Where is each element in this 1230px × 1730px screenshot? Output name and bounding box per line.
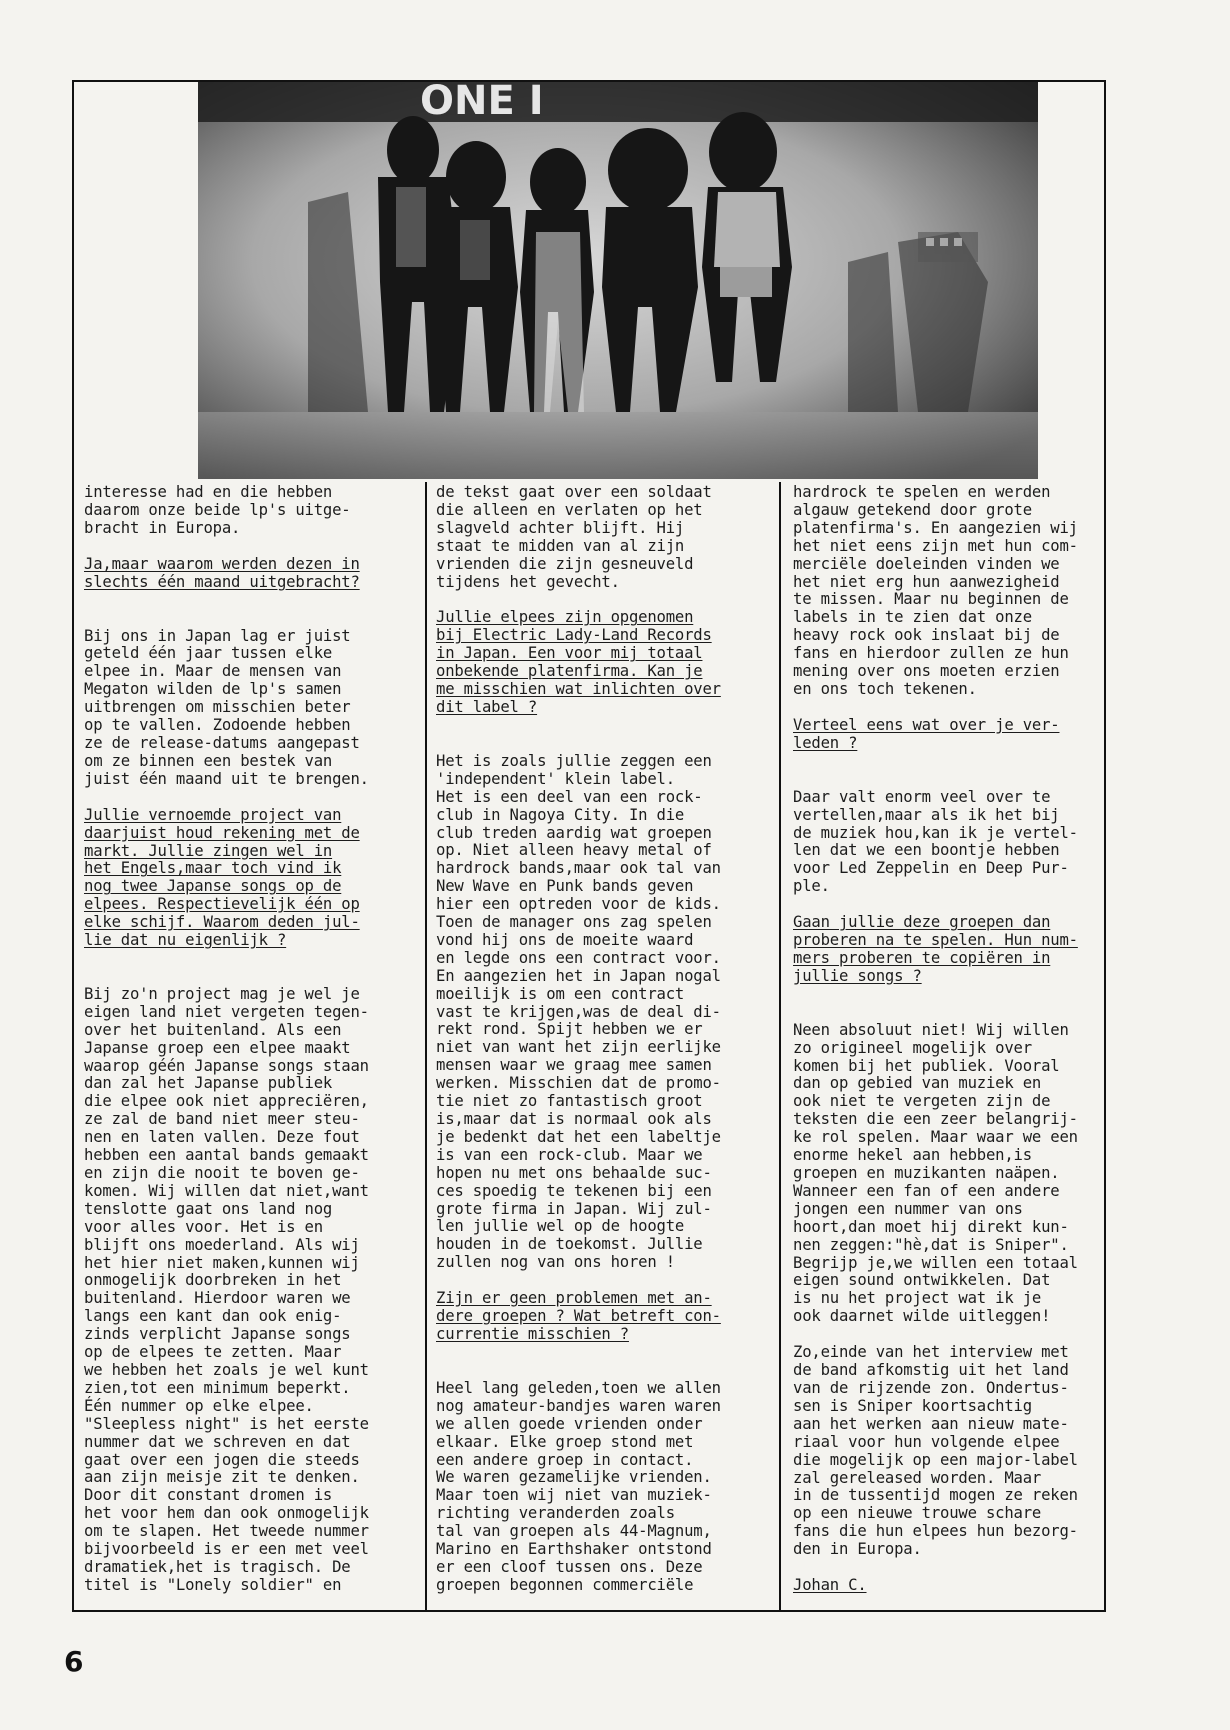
paragraph-gap <box>793 896 1125 914</box>
band-photo <box>198 82 1038 479</box>
article-column-2 <box>436 484 768 1595</box>
interview-question: Ja,maar waarom werden dezen in slechts één maand uitgebracht? <box>84 554 360 591</box>
interview-answer: Daar valt enorm veel over te vertellen,maar als ik het bij de muziek hou,kan ik je vertel- len dat we een boontje hebben voor Led Zeppelin en Deep Pur- ple. <box>793 787 1078 896</box>
paragraph-gap <box>793 699 1125 717</box>
column-rule-right <box>779 482 781 1610</box>
interview-question: Jullie vernoemde project van daarjuist houd rekening met de markt. Jullie zingen wel in het Engels,maar toch vind ik nog twee Japanse songs op de elpees. Respectievelijk één op elke schijf. Waarom deden jul- lie dat nu eigenlijk ? <box>84 805 360 950</box>
paragraph-gap <box>84 538 416 556</box>
paragraph-gap <box>84 592 416 628</box>
interview-answer: Neen absoluut niet! Wij willen zo origineel mogelijk over komen bij het publiek. Vooral dan op gebied van muziek en ook niet te vergeten zijn de teksten die een zeer belangrij- ke rol spelen. Maar waar we een enorme hekel aan hebben,is groepen en muzikanten naäpen. Wanneer een fan of een andere jongen een nummer van ons hoort,dan moet hij direkt kun- nen zeggen:"hè,dat is Sniper". Begrijp je,we willen een totaal eigen sound ontwikkelen. Dat is nu het project wat ik je ook daarnet wilde uitleggen! <box>793 1020 1078 1326</box>
interview-question: Zijn er geen problemen met an- dere groepen ? Wat betreft con- currentie misschien ? <box>436 1289 721 1343</box>
article-column-3 <box>793 484 1125 1595</box>
paragraph-gap <box>793 753 1125 789</box>
interview-answer: hardrock te spelen en werden algauw getekend door grote platenfirma's. En aangezien wij het niet eens zijn met hun com- merciële doeleinden vinden we het niet erg hun aanwezigheid te missen. Maar nu beginnen de labels in te zien dat onze heavy rock ook inslaat bij de fans en hierdoor zullen ze hun mening over ons moeten erzien en ons toch tekenen. <box>793 483 1078 698</box>
paragraph-gap <box>793 1559 1125 1577</box>
interview-answer: Bij ons in Japan lag er juist geteld één jaar tussen elke elpee in. Maar de mensen van Megaton wilden de lp's samen uitbrengen om misschien beter op te vallen. Zodoende hebben ze de release-datums aangepast om ze binnen een bestek van juist één maand uit te brengen. <box>84 626 369 788</box>
interview-answer: interesse had en die hebben daarom onze beide lp's uitge- bracht in Europa. <box>84 483 351 537</box>
interview-question: Gaan jullie deze groepen dan proberen na te spelen. Hun num- mers proberen te copiëren in jullie songs ? <box>793 913 1078 985</box>
interview-answer: Bij zo'n project mag je wel je eigen land niet vergeten tegen- over het buitenland. Als een Japanse groep een elpee maakt waarop géén Japanse songs staan dan zal het Japanse publiek die elpee ook niet appreciëren, ze zal de band niet meer steu- nen en laten vallen. Deze fout hebben een aantal bands gemaakt en zijn die nooit te boven ge- komen. Wij willen dat niet,want tenslotte gaat ons land nog voor alles voor. Het is en blijft ons moederland. Als wij het hier niet maken,kunnen wij onmogelijk doorbreken in het buitenland. Hierdoor waren we langs een kant dan ook enig- zinds verplicht Japanse songs op de elpees te zetten. Maar we hebben het zoals je wel kunt zien,tot een minimum beperkt. Één nummer op elke elpee. "Sleepless night" is het eerste nummer dat we schreven en dat gaat over een jogen die steeds aan zijn meisje zit te denken. Door dit constant dromen is het voor hem dan ook onmogelijk om te slapen. Het tweede nummer bijvoorbeeld is er een met veel dramatiek,het is tragisch. De titel is "Lonely soldier" en <box>84 984 369 1594</box>
paragraph-gap <box>436 717 768 753</box>
paragraph-gap <box>84 789 416 807</box>
band-photo-image <box>198 82 1038 479</box>
paragraph-gap <box>436 1344 768 1380</box>
paragraph-gap <box>793 1326 1125 1344</box>
photo-sign-text: ONE I <box>420 82 544 124</box>
interview-question: Verteel eens wat over je ver- leden ? <box>793 715 1060 752</box>
interview-answer: Heel lang geleden,toen we allen nog amateur-bandjes waren waren we allen goede vrienden onder elkaar. Elke groep stond met een andere groep in contact. We waren gezamelijke vrienden. Maar toen wij niet van muziek- richting veranderden zoals tal van groepen als 44-Magnum, Marino en Earthshaker ontstond er een cloof tussen ons. Deze groepen begonnen commerciële <box>436 1378 721 1594</box>
paragraph-gap <box>436 591 768 609</box>
page-number: 6 <box>64 1645 84 1678</box>
interview-answer: de tekst gaat over een soldaat die alleen en verlaten op het slagveld achter blijft. Hij staat te midden van al zijn vrienden die zijn gesneuveld tijdens het gevecht. <box>436 483 712 591</box>
paragraph-gap <box>84 950 416 986</box>
author-signature: Johan C. <box>793 1576 867 1595</box>
interview-question: Jullie elpees zijn opgenomen bij Electric Lady-Land Records in Japan. Een voor mij totaal onbekende platenfirma. Kan je me misschien wat inlichten over dit label ? <box>436 608 721 716</box>
article-column-1 <box>84 484 416 1595</box>
column-rule-left <box>425 482 427 1610</box>
paragraph-gap <box>793 986 1125 1022</box>
interview-answer: Zo,einde van het interview met de band afkomstig uit het land van de rijzende zon. Ondertus- sen is Sniper koortsachtig aan het werken aan nieuw mate- riaal voor hun volgende elpee die mogelijk op een major-label zal gereleased worden. Maar in de tussentijd mogen ze reken op een nieuwe trouwe schare fans die hun elpees hun bezorg- den in Europa. <box>793 1343 1078 1559</box>
paragraph-gap <box>436 1272 768 1290</box>
interview-answer: Het is zoals jullie zeggen een 'independent' klein label. Het is een deel van een rock- club in Nagoya City. In die club treden aardig wat groepen op. Niet alleen heavy metal of hardrock bands,maar ook tal van New Wave en Punk bands geven hier een optreden voor de kids. Toen de manager ons zag spelen vond hij ons de moeite waard en legde ons een contract voor. En aangezien het in Japan nogal moeilijk is om een contract vast te krijgen,was de deal di- rekt rond. Spijt hebben we er niet van want het zijn eerlijke mensen waar we graag mee samen werken. Misschien dat de promo- tie niet zo fantastisch groot is,maar dat is normaal ook als je bedenkt dat het een labeltje is van een rock-club. Maar we hopen nu met ons behaalde suc- ces spoedig te tekenen bij een grote firma in Japan. Wij zul- len jullie wel op de hoogte houden in de toekomst. Jullie zullen nog van ons horen ! <box>436 751 721 1272</box>
